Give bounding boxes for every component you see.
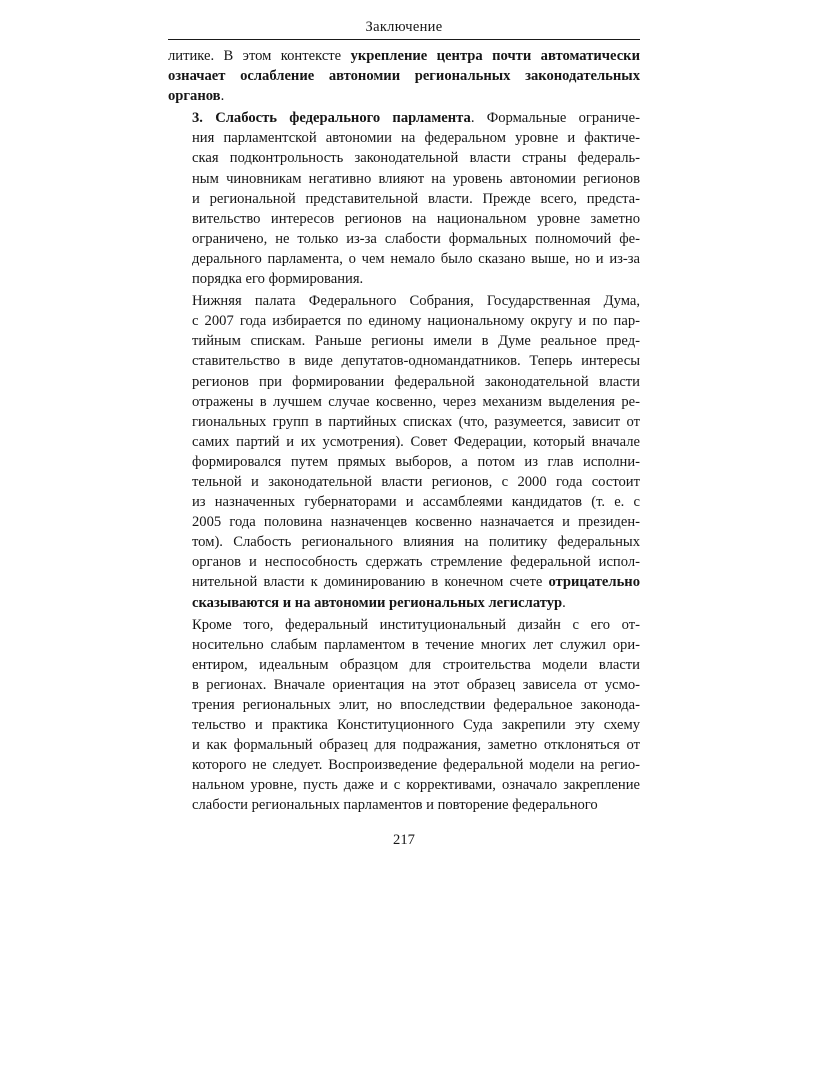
text-line [168, 291, 640, 311]
text-run: . [220, 88, 225, 105]
text-run: органов и неспособность сдержать стремление федеральной испол- [192, 554, 640, 571]
bold-text: укрепление центра почти автоматически [350, 48, 640, 64]
text-line [168, 269, 640, 289]
text-run: порядка его формирования. [192, 271, 364, 288]
text-run: вительство интересов регионов на национальном уровне заметно [192, 210, 640, 227]
paragraph [168, 108, 640, 289]
bold-text: означает ослабление автономии региональных законодательных [168, 68, 640, 85]
text-line [168, 66, 640, 86]
text-line [168, 795, 640, 815]
text-run: 2005 года половина назначенцев косвенно назначается и президен- [192, 514, 640, 531]
running-head: Заключение [168, 18, 640, 40]
text-line [168, 675, 640, 695]
text-line [168, 512, 640, 532]
text-run: ным чиновникам негативно влияют на уровень автономии регионов [192, 170, 640, 187]
bold-text: 3. Слабость федерального парламента [192, 110, 471, 127]
text-line [168, 635, 640, 655]
text-line [168, 432, 640, 452]
text-line [168, 593, 640, 613]
text-line [168, 311, 640, 331]
text-run: регионов при формировании федеральной законодательной власти [192, 373, 640, 390]
text-line [168, 86, 640, 106]
text-run: . [562, 594, 566, 611]
text-line [168, 351, 640, 371]
text-line [168, 331, 640, 351]
text-run: с 2007 года избирается по единому национальному округу и по пар- [192, 313, 640, 330]
paragraph [168, 46, 640, 106]
text-line [168, 249, 640, 269]
text-run: нительной власти к доминированию в конечном счете [192, 574, 549, 591]
text-run: гиональных групп в партийных списках (что, разумеется, зависит от [192, 413, 640, 430]
paragraph [168, 291, 640, 613]
text-run: том). Слабость регионального влияния на политику федеральных [192, 534, 640, 551]
text-run: ограничено, не только из-за слабости формальных полномочий фе- [192, 230, 640, 247]
text-run: нальном уровне, пусть даже и с коррективами, означало закрепление [192, 777, 640, 794]
book-page [168, 18, 640, 849]
text-line [168, 229, 640, 249]
text-run: формировался путем прямых выборов, а потом из глав исполни- [192, 453, 640, 470]
bold-text: отрицательно [548, 574, 640, 591]
text-run: носительно слабым парламентом в течение многих лет служил ори- [192, 636, 640, 653]
text-run: Нижняя палата Федерального Собрания, Государственная Дума, [192, 293, 640, 310]
text-run: трения региональных элит, но впоследствии федеральное законода- [192, 697, 640, 713]
text-run: из назначенных губернаторами и ассамблеями кандидатов (т. е. с [192, 494, 640, 511]
text-line [168, 189, 640, 209]
text-line [168, 552, 640, 572]
text-run: ская подконтрольность законодательной власти страны федераль- [192, 150, 640, 167]
text-run: литике. В этом контексте [168, 48, 351, 64]
text-line [168, 169, 640, 189]
text-line [168, 472, 640, 492]
text-line [168, 392, 640, 412]
text-line [168, 572, 640, 592]
text-run: Кроме того, федеральный институциональный дизайн с его от- [192, 616, 640, 633]
text-run: тельной и законодательной власти регионов, с 2000 года состоит [192, 473, 640, 490]
text-line [168, 372, 640, 392]
bold-text: сказываются и на автономии региональных легислатур [192, 594, 563, 611]
body-text [168, 46, 640, 816]
text-run: тельство и практика Конституционного Суда закрепили эту схему [192, 717, 640, 734]
text-line [168, 532, 640, 552]
text-run: и региональной представительной власти. Прежде всего, предста- [192, 190, 640, 207]
paragraph [168, 615, 640, 816]
text-line [168, 755, 640, 775]
text-line [168, 412, 640, 432]
bold-text: органов [168, 88, 221, 105]
text-line [168, 452, 640, 472]
text-run: ставительство в виде депутатов-одномандатников. Теперь интересы [192, 353, 640, 370]
text-run: и как формальный образец для подражания, заметно отклоняться от [192, 737, 640, 754]
text-run: которого не следует. Воспроизведение федеральной модели на регио- [192, 757, 640, 774]
text-line [168, 735, 640, 755]
text-run: отражены в лучшем случае косвенно, через механизм выделения ре- [192, 393, 640, 410]
text-line [168, 695, 640, 715]
page-number: 217 [393, 831, 415, 848]
text-line [168, 615, 640, 635]
text-line [168, 128, 640, 148]
text-line [168, 775, 640, 795]
text-line [168, 492, 640, 512]
text-line [168, 108, 640, 128]
text-line [168, 148, 640, 168]
text-run: ния парламентской автономии на федеральном уровне и фактиче- [192, 130, 640, 147]
text-run: дерального парламента, о чем немало было сказано выше, но и из-за [192, 250, 640, 267]
text-run: слабости региональных парламентов и повторение федерального [192, 797, 598, 814]
text-line [168, 715, 640, 735]
text-line [168, 209, 640, 229]
text-run: тийным спискам. Раньше регионы имели в Думе реальное пред- [192, 333, 640, 350]
text-line [168, 46, 640, 66]
text-line [168, 655, 640, 675]
text-run: в регионах. Вначале ориентация на этот образец зависела от усмо- [192, 676, 640, 693]
text-run: самих партий и их усмотрения). Совет Федерации, который вначале [192, 433, 640, 450]
text-run: . Формальные ограниче- [470, 110, 640, 127]
text-run: ентиром, идеальным образцом для строительства модели власти [192, 656, 640, 673]
